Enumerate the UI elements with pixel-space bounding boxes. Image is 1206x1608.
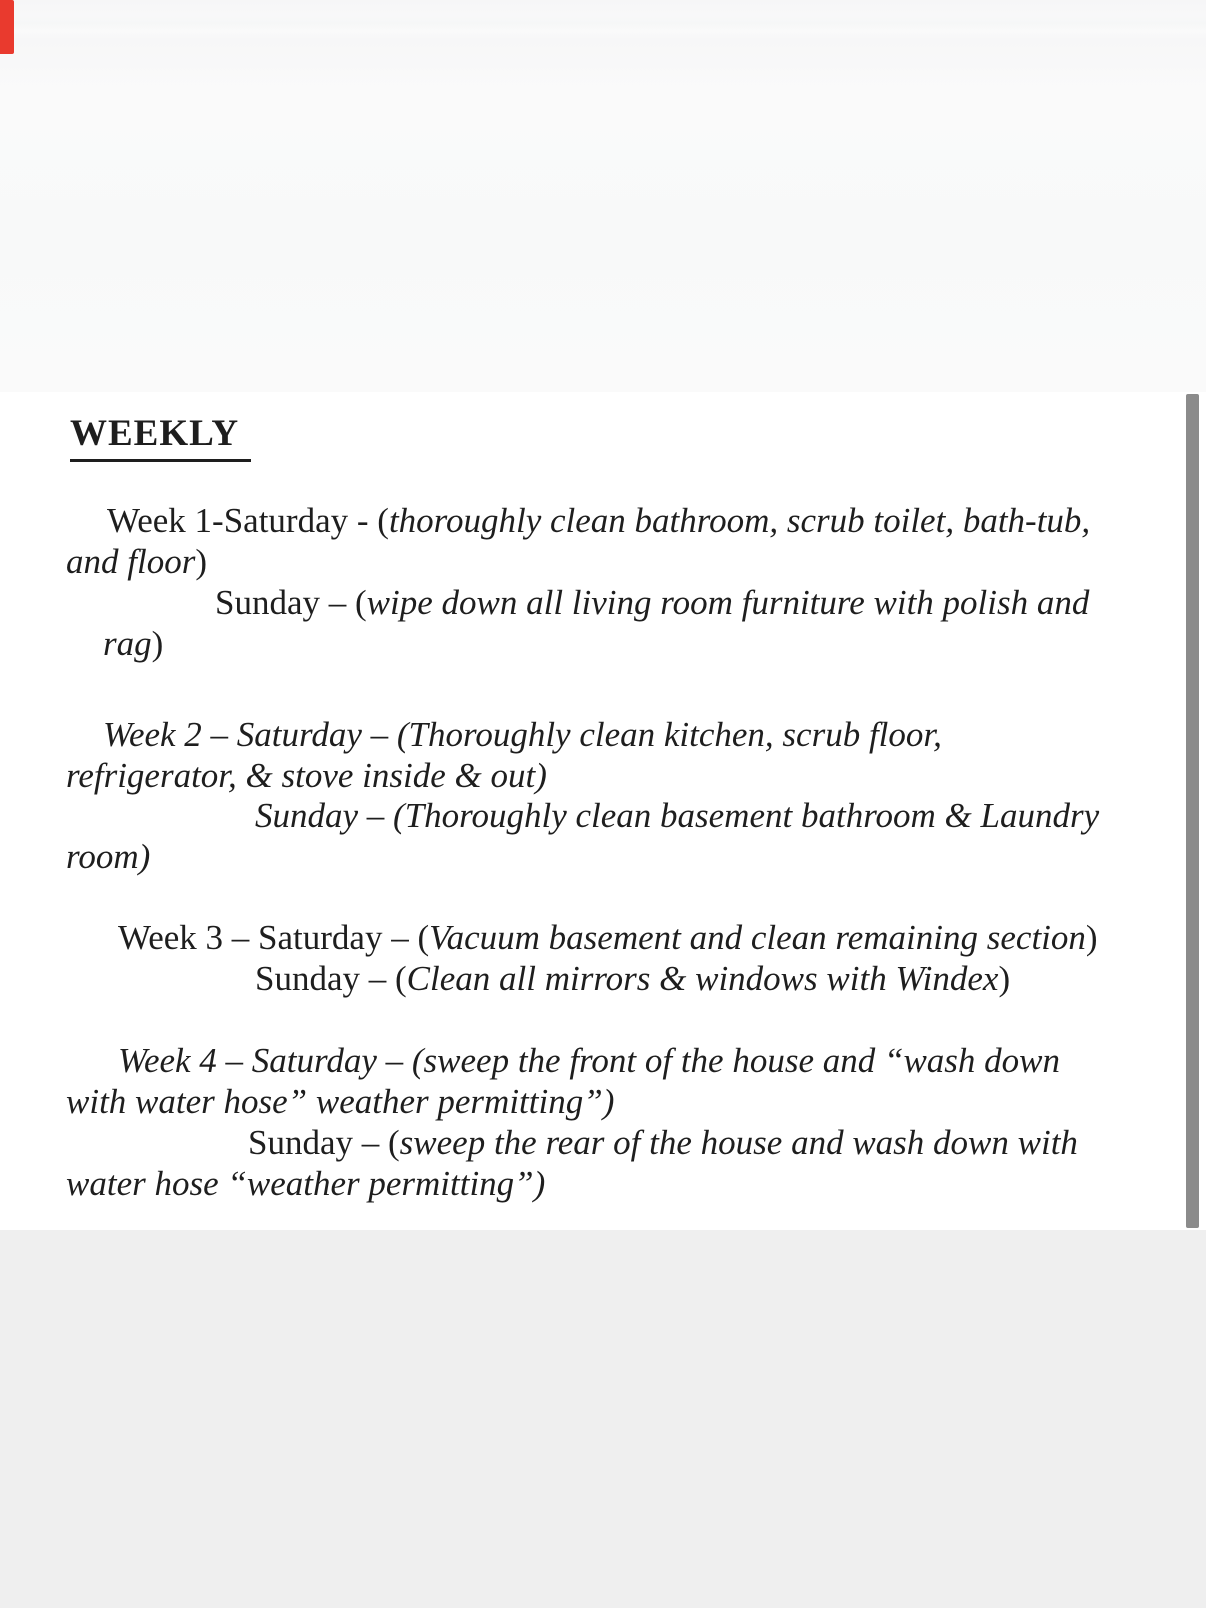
document-line xyxy=(66,837,150,877)
top-gutter xyxy=(0,0,1206,392)
document-line xyxy=(118,1041,1060,1081)
line-italic-text: wipe down all living room furniture with polish and xyxy=(366,583,1090,622)
document-line xyxy=(66,1164,545,1204)
document-line xyxy=(255,796,1099,836)
line-italic-text: sweep the rear of the house and wash down with xyxy=(399,1123,1078,1162)
line-roman-text: ) xyxy=(151,624,164,663)
line-italic-text: with water hose” weather permitting”) xyxy=(66,1082,615,1121)
line-roman-text: Week 3 – Saturday – ( xyxy=(118,918,430,957)
line-italic-text: and floor xyxy=(66,542,196,581)
bottom-gutter xyxy=(0,1230,1206,1608)
document-line xyxy=(107,501,1090,541)
line-roman-text: Sunday – ( xyxy=(215,583,367,622)
document-line xyxy=(118,918,1098,958)
document-heading xyxy=(70,414,251,462)
line-italic-text: Week 2 – Saturday – (Thoroughly clean kitchen, scrub floor, xyxy=(103,715,942,754)
document-page xyxy=(0,392,1206,1230)
document-line xyxy=(66,1082,614,1122)
line-italic-text: water hose “weather permitting”) xyxy=(66,1164,546,1203)
line-roman-text: ) xyxy=(1085,918,1098,957)
document-line xyxy=(248,1123,1078,1163)
recording-indicator xyxy=(0,0,14,54)
document-line xyxy=(255,959,1010,999)
line-italic-text: rag xyxy=(103,624,152,663)
line-italic-text: room) xyxy=(66,837,151,876)
line-roman-text: ) xyxy=(195,542,207,581)
document-line xyxy=(103,715,942,755)
document-line xyxy=(103,624,163,664)
line-roman-text: Sunday – ( xyxy=(255,959,407,998)
line-roman-text: Sunday – ( xyxy=(248,1123,400,1162)
line-roman-text: Week 1-Saturday - ( xyxy=(107,501,389,540)
line-italic-text: refrigerator, & stove inside & out) xyxy=(66,756,547,795)
document-line xyxy=(215,583,1089,623)
line-italic-text: Week 4 – Saturday – (sweep the front of the house and “wash down xyxy=(118,1041,1061,1080)
document-line xyxy=(66,756,547,796)
line-italic-text: Clean all mirrors & windows with Windex xyxy=(406,959,999,998)
scrollbar-thumb[interactable] xyxy=(1186,394,1199,1228)
document-line xyxy=(66,542,207,582)
line-italic-text: thoroughly clean bathroom, scrub toilet, bath-tub, xyxy=(388,501,1091,540)
document-heading-text: WEEKLY xyxy=(70,414,251,462)
line-roman-text: ) xyxy=(998,959,1011,998)
line-italic-text: Vacuum basement and clean remaining section xyxy=(429,918,1086,957)
line-italic-text: Sunday – (Thoroughly clean basement bathroom & Laundry xyxy=(255,796,1100,835)
